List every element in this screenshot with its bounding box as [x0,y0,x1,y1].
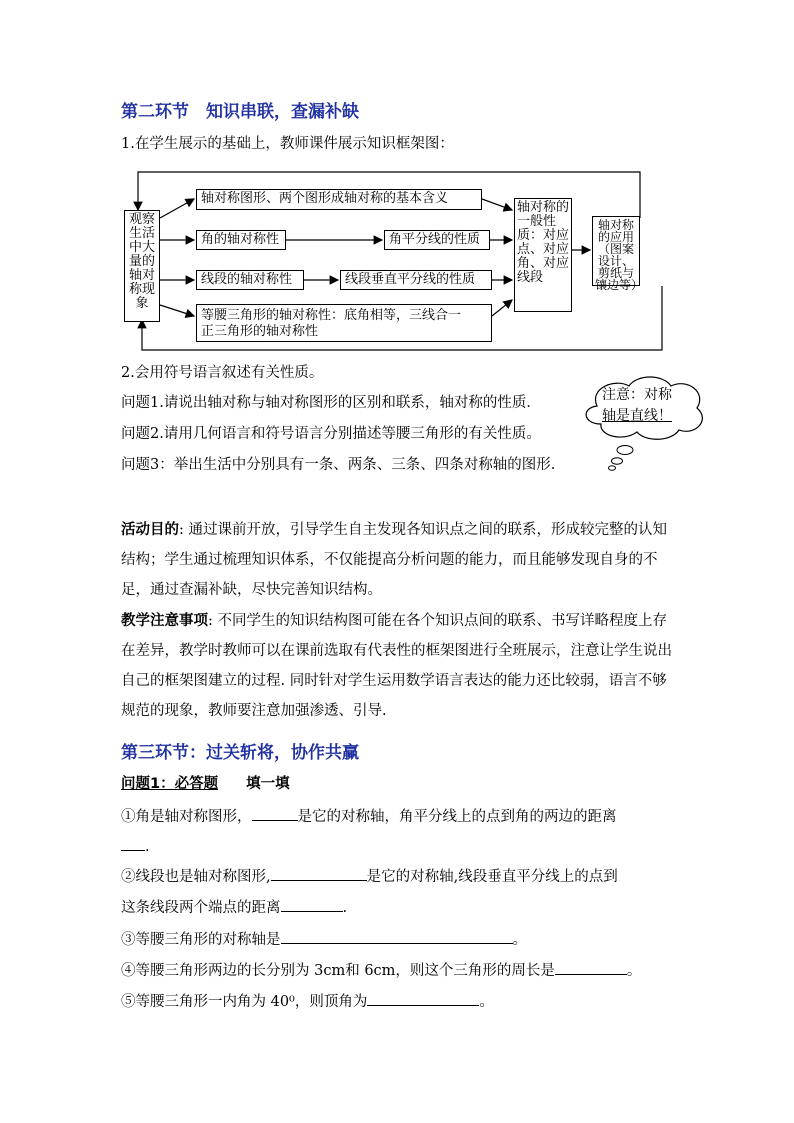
basic-meaning-box: 轴对称图形、两个图形成轴对称的基本含义 [196,189,482,210]
fill-2-part-a: ②线段也是轴对称图形, [121,869,271,885]
fill-3-blank[interactable] [281,929,513,944]
general-property-box: 轴对称的一般性质：对应点、对应角、对应线段 [514,198,572,312]
cloud-line1: 注意：对称 [602,387,672,403]
purpose-text: : 通过课前开放，引导学生自主发现各知识点之间的联系，形成较完整的认知结构；学生通过梳理知识体系，不仅能提高分析问题的能力，而且能够发现自身的不足，通过查漏补缺，尽快完善知识结构。 [121,522,667,598]
application-box: 轴对称的应用（图案设计、剪纸与镶边等） [592,216,640,286]
observe-box: 观察生活中大量的轴对称现象 [124,210,160,322]
segment-symmetry-box: 线段的轴对称性 [196,270,304,290]
purpose-paragraph [121,515,673,605]
fill-item-3 [121,929,527,950]
fill-2-blank-b[interactable] [281,897,343,912]
question-2: 问题2.请用几何语言和符号语言分别描述等腰三角形的有关性质。 [121,426,541,442]
fill-4-part-a: ④等腰三角形两边的长分别为 3cm和 6cm，则这个三角形的周长是 [121,963,555,979]
angle-bisector-box: 角平分线的性质 [384,230,490,250]
item1-text: 1.在学生展示的基础上，教师课件展示知识框架图： [121,136,454,152]
fill-5-part-b: 。 [479,994,494,1010]
fill-1-part-a: ①角是轴对称图形， [121,809,252,825]
fill-4-blank[interactable] [555,960,627,975]
fill-4-part-b: 。 [626,963,642,979]
fill-2-part-d: . [342,900,348,916]
problem1-label: 问题1：必答题 [121,776,219,792]
fill-item-5 [121,991,494,1012]
fill-item-2-cont [121,897,347,918]
notes-paragraph [121,606,673,726]
fill-3-part-b: 。 [512,932,527,948]
problem1-sub: 填一填 [246,776,290,792]
section2-title: 第二环节 知识串联，查漏补缺 [121,102,359,122]
purpose-label: 活动目的 [121,522,179,538]
problem1-heading [121,772,290,793]
note-cloud [575,372,715,472]
cloud-line2: 轴是直线！ [602,408,672,424]
fill-1-blank-b[interactable] [121,836,145,851]
fill-1-part-c: . [145,839,150,855]
isosceles-box [196,304,492,342]
fill-item-4 [121,960,641,981]
question-1: 问题1.请说出轴对称与轴对称图形的区别和联系，轴对称的性质． [121,395,541,411]
question-3: 问题3：举出生活中分别具有一条、两条、三条、四条对称轴的图形. [121,457,556,473]
knowledge-diagram [0,0,794,360]
section3-title: 第三环节：过关斩将，协作共赢 [121,743,359,763]
item2-text: 2.会用符号语言叙述有关性质。 [121,365,324,381]
fill-item-2 [121,866,618,887]
fill-1-part-b: 是它的对称轴，角平分线上的点到角的两边的距离 [297,809,617,825]
fill-5-blank[interactable] [367,991,479,1006]
perpendicular-bisector-box: 线段垂直平分线的性质 [340,270,492,290]
fill-2-part-c: 这条线段两个端点的距离 [121,900,281,916]
fill-item-1 [121,806,617,827]
fill-item-1-cont [121,836,150,857]
angle-symmetry-box: 角的轴对称性 [196,230,286,250]
fill-3-part-a: ③等腰三角形的对称轴是 [121,932,281,948]
isosceles-line2: 正三角形的轴对称性 [201,324,319,339]
fill-1-blank-a[interactable] [252,806,298,821]
notes-label: 教学注意事项 [121,613,208,629]
fill-5-part-a: ⑤等腰三角形一内角为 40⁰，则顶角为 [121,994,368,1010]
isosceles-line1: 等腰三角形的轴对称性：底角相等，三线合一 [201,308,462,323]
fill-2-blank-a[interactable] [271,866,367,881]
notes-text: : 不同学生的知识结构图可能在各个知识点间的联系、书写详略程度上存在差异，教学时教师可以在课前选取有代表性的框架图进行全班展示，注意让学生说出自己的框架图建立的过程. 同时针对学生运用数学语言表达的能力还比较弱，语言不够规范的现象，教师要注意加强渗透、引导. [121,613,672,719]
fill-2-part-b: 是它的对称轴,线段垂直平分线上的点到 [366,869,618,885]
